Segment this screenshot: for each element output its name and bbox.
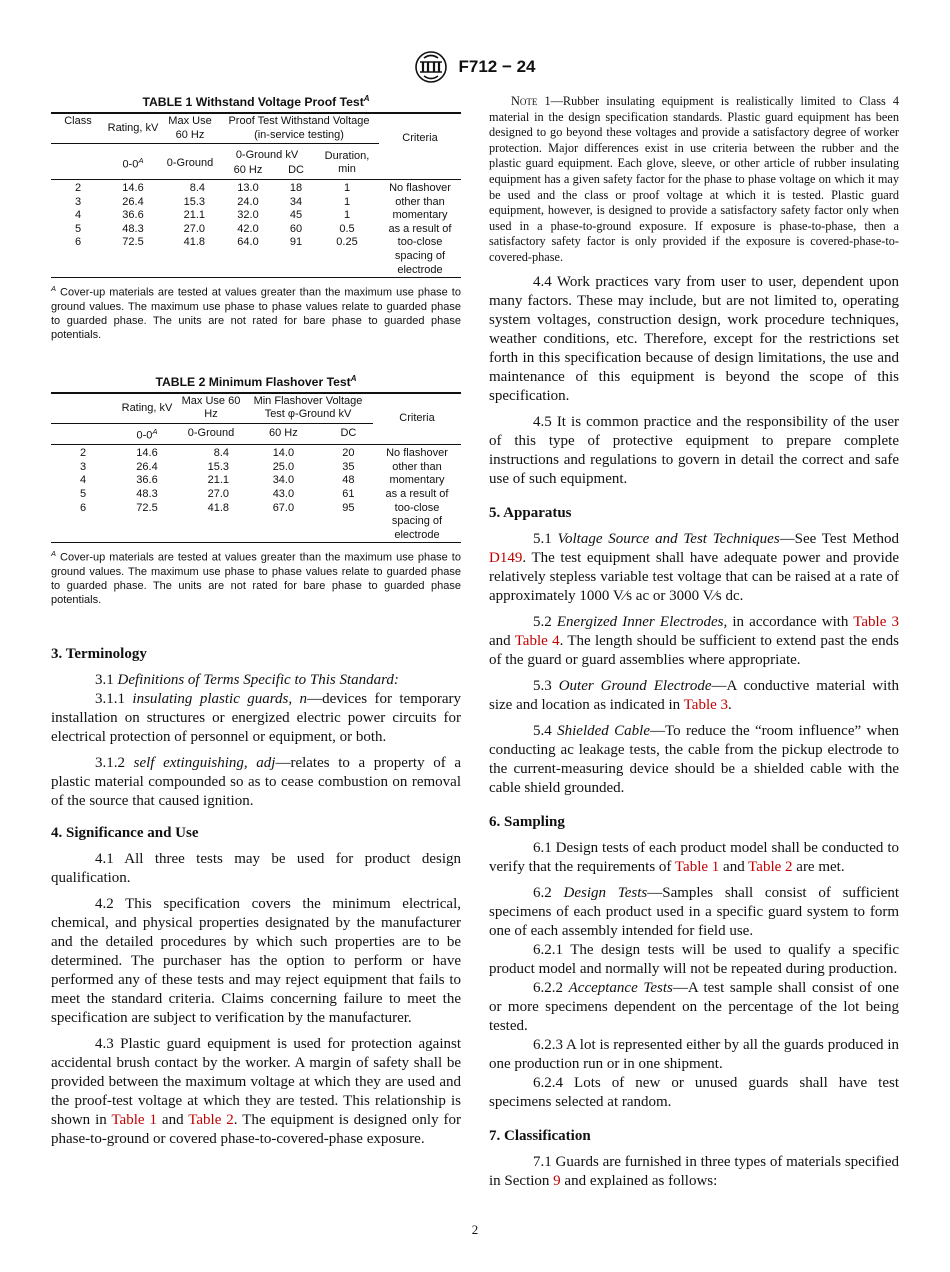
- table-1-link[interactable]: Table 1: [111, 1112, 157, 1129]
- d149-link[interactable]: D149: [489, 549, 523, 566]
- col-header-60hz: 60 Hz: [233, 164, 263, 177]
- page-number: 2: [471, 1222, 479, 1237]
- col-header-zero: $0-0^A$: [105, 143, 161, 179]
- table-4-link[interactable]: Table 4: [514, 632, 560, 649]
- table-row: 4 36.6 21.1 32.0 45 1 momentary: [74, 209, 448, 222]
- paragraph-6-1: 6.1 Design tests of each product model shall be conducted to verify that the requirements of Table 1 and Table 2 are met.: [489, 839, 899, 875]
- section-heading: 4. Significance and Use: [51, 825, 199, 842]
- col-header-ground: 0-Ground: [161, 143, 219, 179]
- table-1: [51, 94, 461, 342]
- paragraph-6-2: 6.2 Design Tests—Samples shall consist of sufficient specimens of each product used in a specific guard system to form one of each assembly intended for field use.: [489, 884, 899, 939]
- section-5: [489, 504, 899, 798]
- col-header-flashover: Min Flashover Voltage Test φ-Ground kV: [243, 393, 373, 424]
- section-4: [51, 824, 461, 1149]
- col-header-proof: Proof Test Withstand Voltage (in-service testing): [219, 113, 379, 143]
- table-row: spacing of: [391, 515, 443, 528]
- col-header-ground: 0-Ground: [179, 424, 243, 445]
- table-3-link[interactable]: Table 3: [853, 613, 900, 630]
- paragraph-3-1-2: 3.1.2 self extinguishing, adj—relates to a property of a plastic material compounded so as to cease combustion on removal of the source that caused ignition.: [51, 755, 462, 810]
- table-2-title: TABLE 2 Minimum Flashover Test$^A$: [155, 373, 357, 389]
- table-row: 5 48.3 27.0 42.0 60 0.5 as a result of: [74, 222, 452, 235]
- astm-logo-icon: [414, 50, 448, 84]
- col-header-groundkv: 0-Ground kV: [219, 143, 315, 163]
- table-2-link[interactable]: Table 2: [188, 1112, 234, 1129]
- table-row: 6 72.5 41.8 64.0 91 0.25 too-close: [74, 236, 443, 249]
- paragraph-5-3: 5.3 Outer Ground Electrode—A conductive material with size and location as indicated in Table 3.: [489, 677, 899, 713]
- table-row: 2 14.6 8.4 13.0 18 1 No flashover: [74, 181, 451, 194]
- table-row: 6 72.5 41.8 67.0 95 too-close: [79, 501, 440, 514]
- table-2-footnote: $^A$ Cover-up materials are tested at values greater than the maximum use phase to ground values. The maximum use phase to phase values relate to guarded phase to guarded phase. The units are not rated for bare phase to guarded phase potentials.: [51, 549, 461, 607]
- section-heading: 7. Classification: [489, 1127, 591, 1144]
- section-3: [51, 645, 461, 811]
- paragraph-4-3: 4.3 Plastic guard equipment is used for protection against accidental brush contact by the worker. A margin of safety shall be provided between the maximum voltage at which they are used and the proof-test voltage at which they are tested. This relationship is shown in Table 1 and Table 2. The equipment is designed only for phase-to-ground or covered phase-to-covered-phase exposure.: [51, 1036, 461, 1148]
- col-header-dc: DC: [288, 164, 304, 177]
- table-row: 3 26.4 15.3 25.0 35 other than: [79, 460, 442, 473]
- paragraph-5-1: 5.1 Voltage Source and Test Techniques—See Test Method D149. The test equipment shall have adequate power and provide relatively stepless variable test voltage that can be raised at a rate of approximately 1000 V⁄s ac or 3000 V⁄s dc.: [489, 530, 899, 604]
- section-heading: 5. Apparatus: [489, 504, 572, 521]
- paragraph-6-2-2: 6.2.2 Acceptance Tests—A test sample shall consist of one or more specimens dependent on the percentage of the lot being tested.: [489, 979, 899, 1034]
- col-header-duration: Duration, min: [315, 143, 379, 179]
- col-header-maxuse: Max Use 60 Hz: [161, 113, 219, 143]
- note-1: Note 1—Rubber insulating equipment is realistically limited to Class 4 material in the design specification standards. Plastic guard equipment has been designed to go beyond these voltages and provide a satisfactory degree of worker protection. Major differences exist in use criteria between the rubber and the plastic guard equipment. Each glove, sleeve, or other article of rubber insulating equipment has a given safety factor for the phase to phase voltage on which it may be used and the class or proof voltage at which it is tested. Plastic guard equipment, however, is designed to provide a satisfactory safety factor only when used in a phase-to-ground exposure. If exposure is phase-to-phase, then a satisfactory safety factor is only provided if the exposure is covered-phase-to-covered-phase.: [489, 94, 899, 264]
- table-2-grid: [51, 392, 461, 544]
- paragraph-4-2: 4.2 This specification covers the minimum electrical, chemical, and physical properties designated by the manufacturer and the detailed procedures by which such properties are to be determined. The purchaser has the option to perform or have performed any of these tests and may reject equipment that fails to meet the standard criteria. Claims concerning failure to meet the specification are subject to verification by the manufacturer.: [51, 896, 461, 1027]
- section-heading: 3. Terminology: [51, 646, 147, 663]
- table-row: electrode: [51, 529, 461, 543]
- col-header-dc: DC: [324, 424, 373, 445]
- paragraph-6-2-1: 6.2.1 The design tests will be used to qualify a specific product model and normally will not be repeated during production.: [489, 941, 899, 977]
- paragraph-7-1: 7.1 Guards are furnished in three types of materials specified in Section 9 and explained as follows:: [489, 1153, 899, 1189]
- col-header-criteria: Criteria: [373, 393, 461, 445]
- section-7: [489, 1127, 899, 1191]
- paragraph-4-1: 4.1 All three tests may be used for product design qualification.: [51, 851, 461, 887]
- paragraph-4-4: 4.4 Work practices vary from user to user, dependent upon many factors. These may include, but are not limited to, operating system voltages, construction design, work procedure techniques, weather conditions, etc. Therefore, except for the restrictions set forth in this specification because of design limitations, the use and maintenance of this equipment is beyond the scope of this specification.: [489, 273, 899, 404]
- table-row: 5 48.3 27.0 43.0 61 as a result of: [79, 488, 449, 501]
- col-header-rating: Rating, kV: [115, 393, 179, 424]
- table-1-footnote: $^A$ Cover-up materials are tested at values greater than the maximum use phase to ground values. The maximum use phase to phase values relate to guarded phase to guarded phase. The units are not rated for bare phase to guarded phase potentials.: [51, 284, 461, 341]
- col-header-rating: Rating, kV: [105, 113, 161, 143]
- table-row: spacing of: [394, 249, 446, 262]
- table-2-link[interactable]: Table 2: [748, 858, 793, 875]
- section-9-link[interactable]: 9: [553, 1172, 561, 1189]
- col-header-60hz: 60 Hz: [243, 424, 324, 445]
- section-heading: 6. Sampling: [489, 813, 565, 830]
- paragraph-6-2-4: 6.2.4 Lots of new or unused guards shall have test specimens selected at random.: [489, 1074, 899, 1110]
- table-1-grid: [51, 112, 461, 278]
- standard-designation: F712 − 24: [458, 57, 536, 76]
- table-row: 3 26.4 15.3 24.0 34 1 other than: [74, 195, 445, 208]
- page-header: [0, 50, 950, 84]
- table-3-link[interactable]: Table 3: [683, 696, 729, 713]
- section-6: [489, 813, 899, 1112]
- paragraph-5-2: 5.2 Energized Inner Electrodes, in accordance with Table 3 and Table 4. The length should be sufficient to extend past the ends of the guard or guard assemblies where appropriate.: [489, 613, 900, 668]
- col-header-criteria: Criteria: [379, 113, 461, 163]
- paragraph-4-5: 4.5 It is common practice and the responsibility of the user of this type of protective equipment to prepare complete instructions and regulations to govern in detail the correct and safe use of such equipment.: [489, 413, 899, 487]
- paragraph-3-1: 3.1 Definitions of Terms Specific to This Standard:: [95, 672, 399, 689]
- paragraph-3-1-1: 3.1.1 insulating plastic guards, n—devices for temporary installation on structures or energized electric power circuits for electrical protection of personnel or equipment, or both.: [51, 691, 462, 746]
- table-2: [51, 374, 461, 607]
- table-row: 4 36.6 21.1 34.0 48 momentary: [79, 474, 445, 487]
- paragraph-5-4: 5.4 Shielded Cable—To reduce the “room influence” when conducting ac leakage tests, the cable from the pickup electrode to the current-measuring device should be a shielded cable with the cable shield grounded.: [489, 722, 900, 796]
- paragraph-6-2-3: 6.2.3 A lot is represented either by all the guards produced in one production run or in one shipment.: [489, 1036, 899, 1072]
- col-header-maxuse: Max Use 60 Hz: [179, 393, 243, 424]
- table-row: electrode: [51, 264, 461, 278]
- table-1-title: TABLE 1 Withstand Voltage Proof Test$^A$: [142, 94, 370, 110]
- table-1-link[interactable]: Table 1: [674, 858, 720, 875]
- col-header-zero: $0-0^A$: [115, 424, 179, 445]
- col-header-class: Class: [51, 113, 105, 143]
- table-row: 2 14.6 8.4 14.0 20 No flashover: [79, 447, 448, 460]
